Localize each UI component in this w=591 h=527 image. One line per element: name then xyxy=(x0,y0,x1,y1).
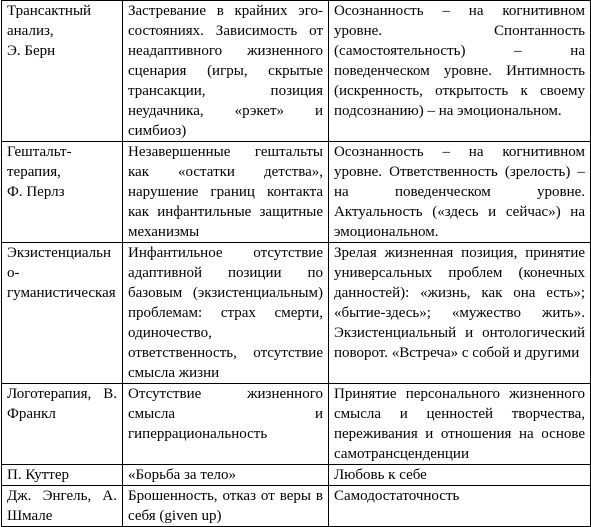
approach-cell: Трансактный анализ, Э. Берн xyxy=(2,1,123,142)
problem-cell: Отсутствие жизненного смысла и гиперрациональность xyxy=(123,384,329,465)
goal-cell: Самодостаточность xyxy=(329,486,591,527)
problem-cell: Брошенность, отказ от веры в себя (given up) xyxy=(123,486,329,527)
approach-cell: Дж. Энгель, А. Шмале xyxy=(2,486,123,527)
approach-cell: Экзистенциальн о- гуманистическая xyxy=(2,243,123,384)
goal-cell: Осознанность – на когнитивном уровне. Ответственность (зрелость) – на поведенческом уровне. Актуальность («здесь и сейчас») на эмоциональном. xyxy=(329,142,591,243)
goal-cell: Зрелая жизненная позиция, принятие универсальных проблем (конечных данностей): «жизнь, как она есть»; «бытие-здесь»; «мужество жить». Экзистенциальный и онтологический поворот. «Встреча» с собой и другими xyxy=(329,243,591,384)
table-row xyxy=(2,384,591,465)
problem-cell: Инфантильное отсутствие адаптивной позиции по базовым (экзистенциальным) проблемам: страх смерти, одиночество, ответственность, отсутствие смысла жизни xyxy=(123,243,329,384)
approach-cell: Гештальт- терапия, Ф. Перлз xyxy=(2,142,123,243)
table-row xyxy=(2,1,591,142)
table-row xyxy=(2,465,591,486)
table-row xyxy=(2,142,591,243)
problem-cell: «Борьба за тело» xyxy=(123,465,329,486)
goal-cell: Осознанность – на когнитивном уровне. Спонтанность (самостоятельность) – на поведенческом уровне. Интимность (искренность, открытость к своему подсознанию) – на эмоциональном. xyxy=(329,1,591,142)
therapy-comparison-table xyxy=(1,0,591,527)
approach-cell: П. Куттер xyxy=(2,465,123,486)
problem-cell: Незавершенные гештальты как «остатки детства», нарушение границ контакта как инфантильные защитные механизмы xyxy=(123,142,329,243)
table-row xyxy=(2,486,591,527)
problem-cell: Застревание в крайних эго-состояниях. Зависимость от неадаптивного жизненного сценария (игры, скрытые трансакции, позиция неудачника, «рэкет» и симбиоз) xyxy=(123,1,329,142)
goal-cell: Любовь к себе xyxy=(329,465,591,486)
goal-cell: Принятие персонального жизненного смысла и ценностей творчества, переживания и отношения на основе самотрансценденции xyxy=(329,384,591,465)
approach-cell: Логотерапия, В. Франкл xyxy=(2,384,123,465)
table-row xyxy=(2,243,591,384)
